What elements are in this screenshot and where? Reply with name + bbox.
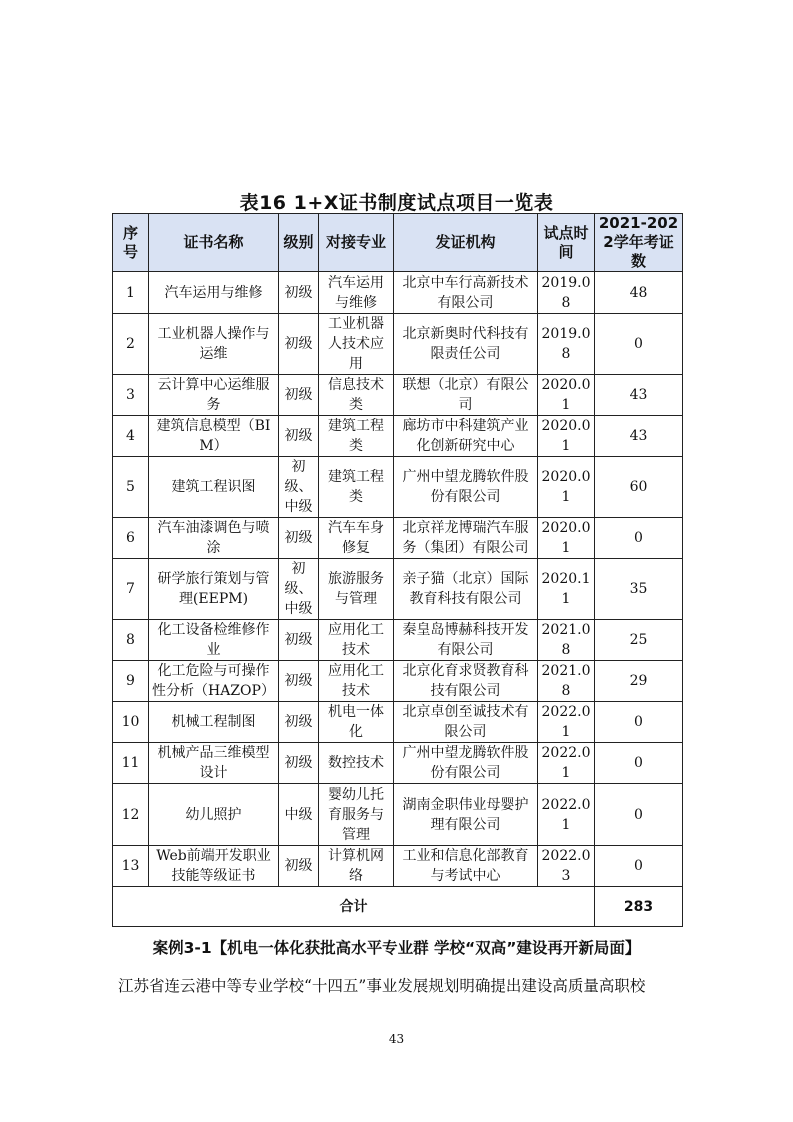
cell-count: 0: [595, 784, 683, 846]
cell-name: 研学旅行策划与管理(EEPM): [149, 559, 279, 620]
cell-major: 建筑工程类: [319, 416, 394, 457]
cell-level: 初级: [279, 314, 319, 375]
cell-major: 汽车车身修复: [319, 518, 394, 559]
cell-count: 0: [595, 743, 683, 784]
header-no: 序号: [113, 214, 149, 272]
cell-time: 2022.03: [538, 846, 595, 887]
cell-org: 联想（北京）有限公司: [394, 375, 538, 416]
cell-time: 2022.01: [538, 702, 595, 743]
cell-no: 8: [113, 620, 149, 661]
cell-no: 5: [113, 457, 149, 518]
cell-org: 北京化育求贤教育科技有限公司: [394, 661, 538, 702]
cell-time: 2020.01: [538, 518, 595, 559]
cell-name: 化工设备检维修作业: [149, 620, 279, 661]
cell-time: 2022.01: [538, 784, 595, 846]
cell-name: 工业机器人操作与运维: [149, 314, 279, 375]
cell-name: 建筑工程识图: [149, 457, 279, 518]
cell-no: 1: [113, 272, 149, 314]
cell-name: 云计算中心运维服务: [149, 375, 279, 416]
header-level: 级别: [279, 214, 319, 272]
table-row: [113, 702, 683, 743]
cell-major: 信息技术类: [319, 375, 394, 416]
header-time: 试点时间: [538, 214, 595, 272]
table-row: [113, 457, 683, 518]
table-caption: 表16 1+X证书制度试点项目一览表: [239, 192, 554, 214]
cell-major: 建筑工程类: [319, 457, 394, 518]
table-row: [113, 784, 683, 846]
total-row: [113, 887, 683, 927]
cell-name: 化工危险与可操作性分析（HAZOP）: [149, 661, 279, 702]
total-label: 合计: [113, 887, 595, 927]
cell-count: 0: [595, 314, 683, 375]
cell-count: 43: [595, 375, 683, 416]
cell-no: 9: [113, 661, 149, 702]
cell-major: 应用化工技术: [319, 661, 394, 702]
cell-count: 0: [595, 846, 683, 887]
cell-name: 汽车运用与维修: [149, 272, 279, 314]
cell-org: 北京卓创至诚技术有限公司: [394, 702, 538, 743]
cell-no: 12: [113, 784, 149, 846]
cell-major: 计算机网络: [319, 846, 394, 887]
table-row: [113, 314, 683, 375]
cell-major: 机电一体化: [319, 702, 394, 743]
cell-count: 35: [595, 559, 683, 620]
cell-time: 2022.01: [538, 743, 595, 784]
cell-no: 7: [113, 559, 149, 620]
cell-time: 2020.01: [538, 416, 595, 457]
cell-count: 25: [595, 620, 683, 661]
table-row: [113, 518, 683, 559]
case-title: 案例3-1【机电一体化获批高水平专业群 学校“双高”建设再开新局面】: [152, 939, 641, 957]
cell-major: 应用化工技术: [319, 620, 394, 661]
header-org: 发证机构: [394, 214, 538, 272]
cell-time: 2019.08: [538, 314, 595, 375]
cell-time: 2020.01: [538, 375, 595, 416]
cell-name: 机械工程制图: [149, 702, 279, 743]
table-row: [113, 743, 683, 784]
table-row: [113, 375, 683, 416]
cell-no: 10: [113, 702, 149, 743]
cell-count: 0: [595, 702, 683, 743]
cell-level: 初级: [279, 661, 319, 702]
cell-no: 3: [113, 375, 149, 416]
cell-name: 建筑信息模型（BIM）: [149, 416, 279, 457]
table-header-row: [113, 214, 683, 272]
cell-level: 初级、中级: [279, 457, 319, 518]
cell-time: 2020.11: [538, 559, 595, 620]
table-row: [113, 661, 683, 702]
table-row: [113, 846, 683, 887]
body-text: 江苏省连云港中等专业学校“十四五”事业发展规划明确提出建设高质量高职校: [118, 977, 646, 995]
cell-level: 初级: [279, 702, 319, 743]
cell-org: 秦皇岛博赫科技开发有限公司: [394, 620, 538, 661]
cell-no: 13: [113, 846, 149, 887]
cell-time: 2019.08: [538, 272, 595, 314]
cell-level: 初级: [279, 416, 319, 457]
cell-org: 北京中车行高新技术有限公司: [394, 272, 538, 314]
cell-time: 2021.08: [538, 661, 595, 702]
cell-name: 汽车油漆调色与喷涂: [149, 518, 279, 559]
header-count: 2021-2022学年考证数: [595, 214, 683, 272]
cell-level: 初级: [279, 620, 319, 661]
cell-org: 广州中望龙腾软件股份有限公司: [394, 457, 538, 518]
cell-org: 广州中望龙腾软件股份有限公司: [394, 743, 538, 784]
cell-org: 工业和信息化部教育与考试中心: [394, 846, 538, 887]
header-major: 对接专业: [319, 214, 394, 272]
table-row: [113, 559, 683, 620]
cell-no: 2: [113, 314, 149, 375]
cell-major: 工业机器人技术应用: [319, 314, 394, 375]
cell-no: 6: [113, 518, 149, 559]
table-row: [113, 416, 683, 457]
cell-level: 初级、中级: [279, 559, 319, 620]
cell-org: 湖南金职伟业母婴护理有限公司: [394, 784, 538, 846]
cell-org: 亲子猫（北京）国际教育科技有限公司: [394, 559, 538, 620]
total-value: 283: [595, 887, 683, 927]
table-row: [113, 272, 683, 314]
header-name: 证书名称: [149, 214, 279, 272]
cell-no: 11: [113, 743, 149, 784]
cell-major: 旅游服务与管理: [319, 559, 394, 620]
cell-name: 幼儿照护: [149, 784, 279, 846]
cell-level: 初级: [279, 375, 319, 416]
cell-major: 婴幼儿托育服务与管理: [319, 784, 394, 846]
certificate-table: [112, 213, 683, 927]
cell-major: 汽车运用与维修: [319, 272, 394, 314]
cell-org: 廊坊市中科建筑产业化创新研究中心: [394, 416, 538, 457]
cell-level: 初级: [279, 743, 319, 784]
cell-major: 数控技术: [319, 743, 394, 784]
table-body: [113, 272, 683, 887]
cell-org: 北京新奥时代科技有限责任公司: [394, 314, 538, 375]
cell-org: 北京祥龙博瑞汽车服务（集团）有限公司: [394, 518, 538, 559]
cell-time: 2021.08: [538, 620, 595, 661]
cell-count: 60: [595, 457, 683, 518]
cell-level: 初级: [279, 846, 319, 887]
cell-time: 2020.01: [538, 457, 595, 518]
cell-count: 43: [595, 416, 683, 457]
cell-count: 0: [595, 518, 683, 559]
table-row: [113, 620, 683, 661]
page-number: 43: [388, 1032, 405, 1046]
cell-name: Web前端开发职业技能等级证书: [149, 846, 279, 887]
cell-no: 4: [113, 416, 149, 457]
cell-level: 初级: [279, 272, 319, 314]
cell-level: 初级: [279, 518, 319, 559]
cell-count: 48: [595, 272, 683, 314]
cell-count: 29: [595, 661, 683, 702]
cell-name: 机械产品三维模型设计: [149, 743, 279, 784]
cell-level: 中级: [279, 784, 319, 846]
